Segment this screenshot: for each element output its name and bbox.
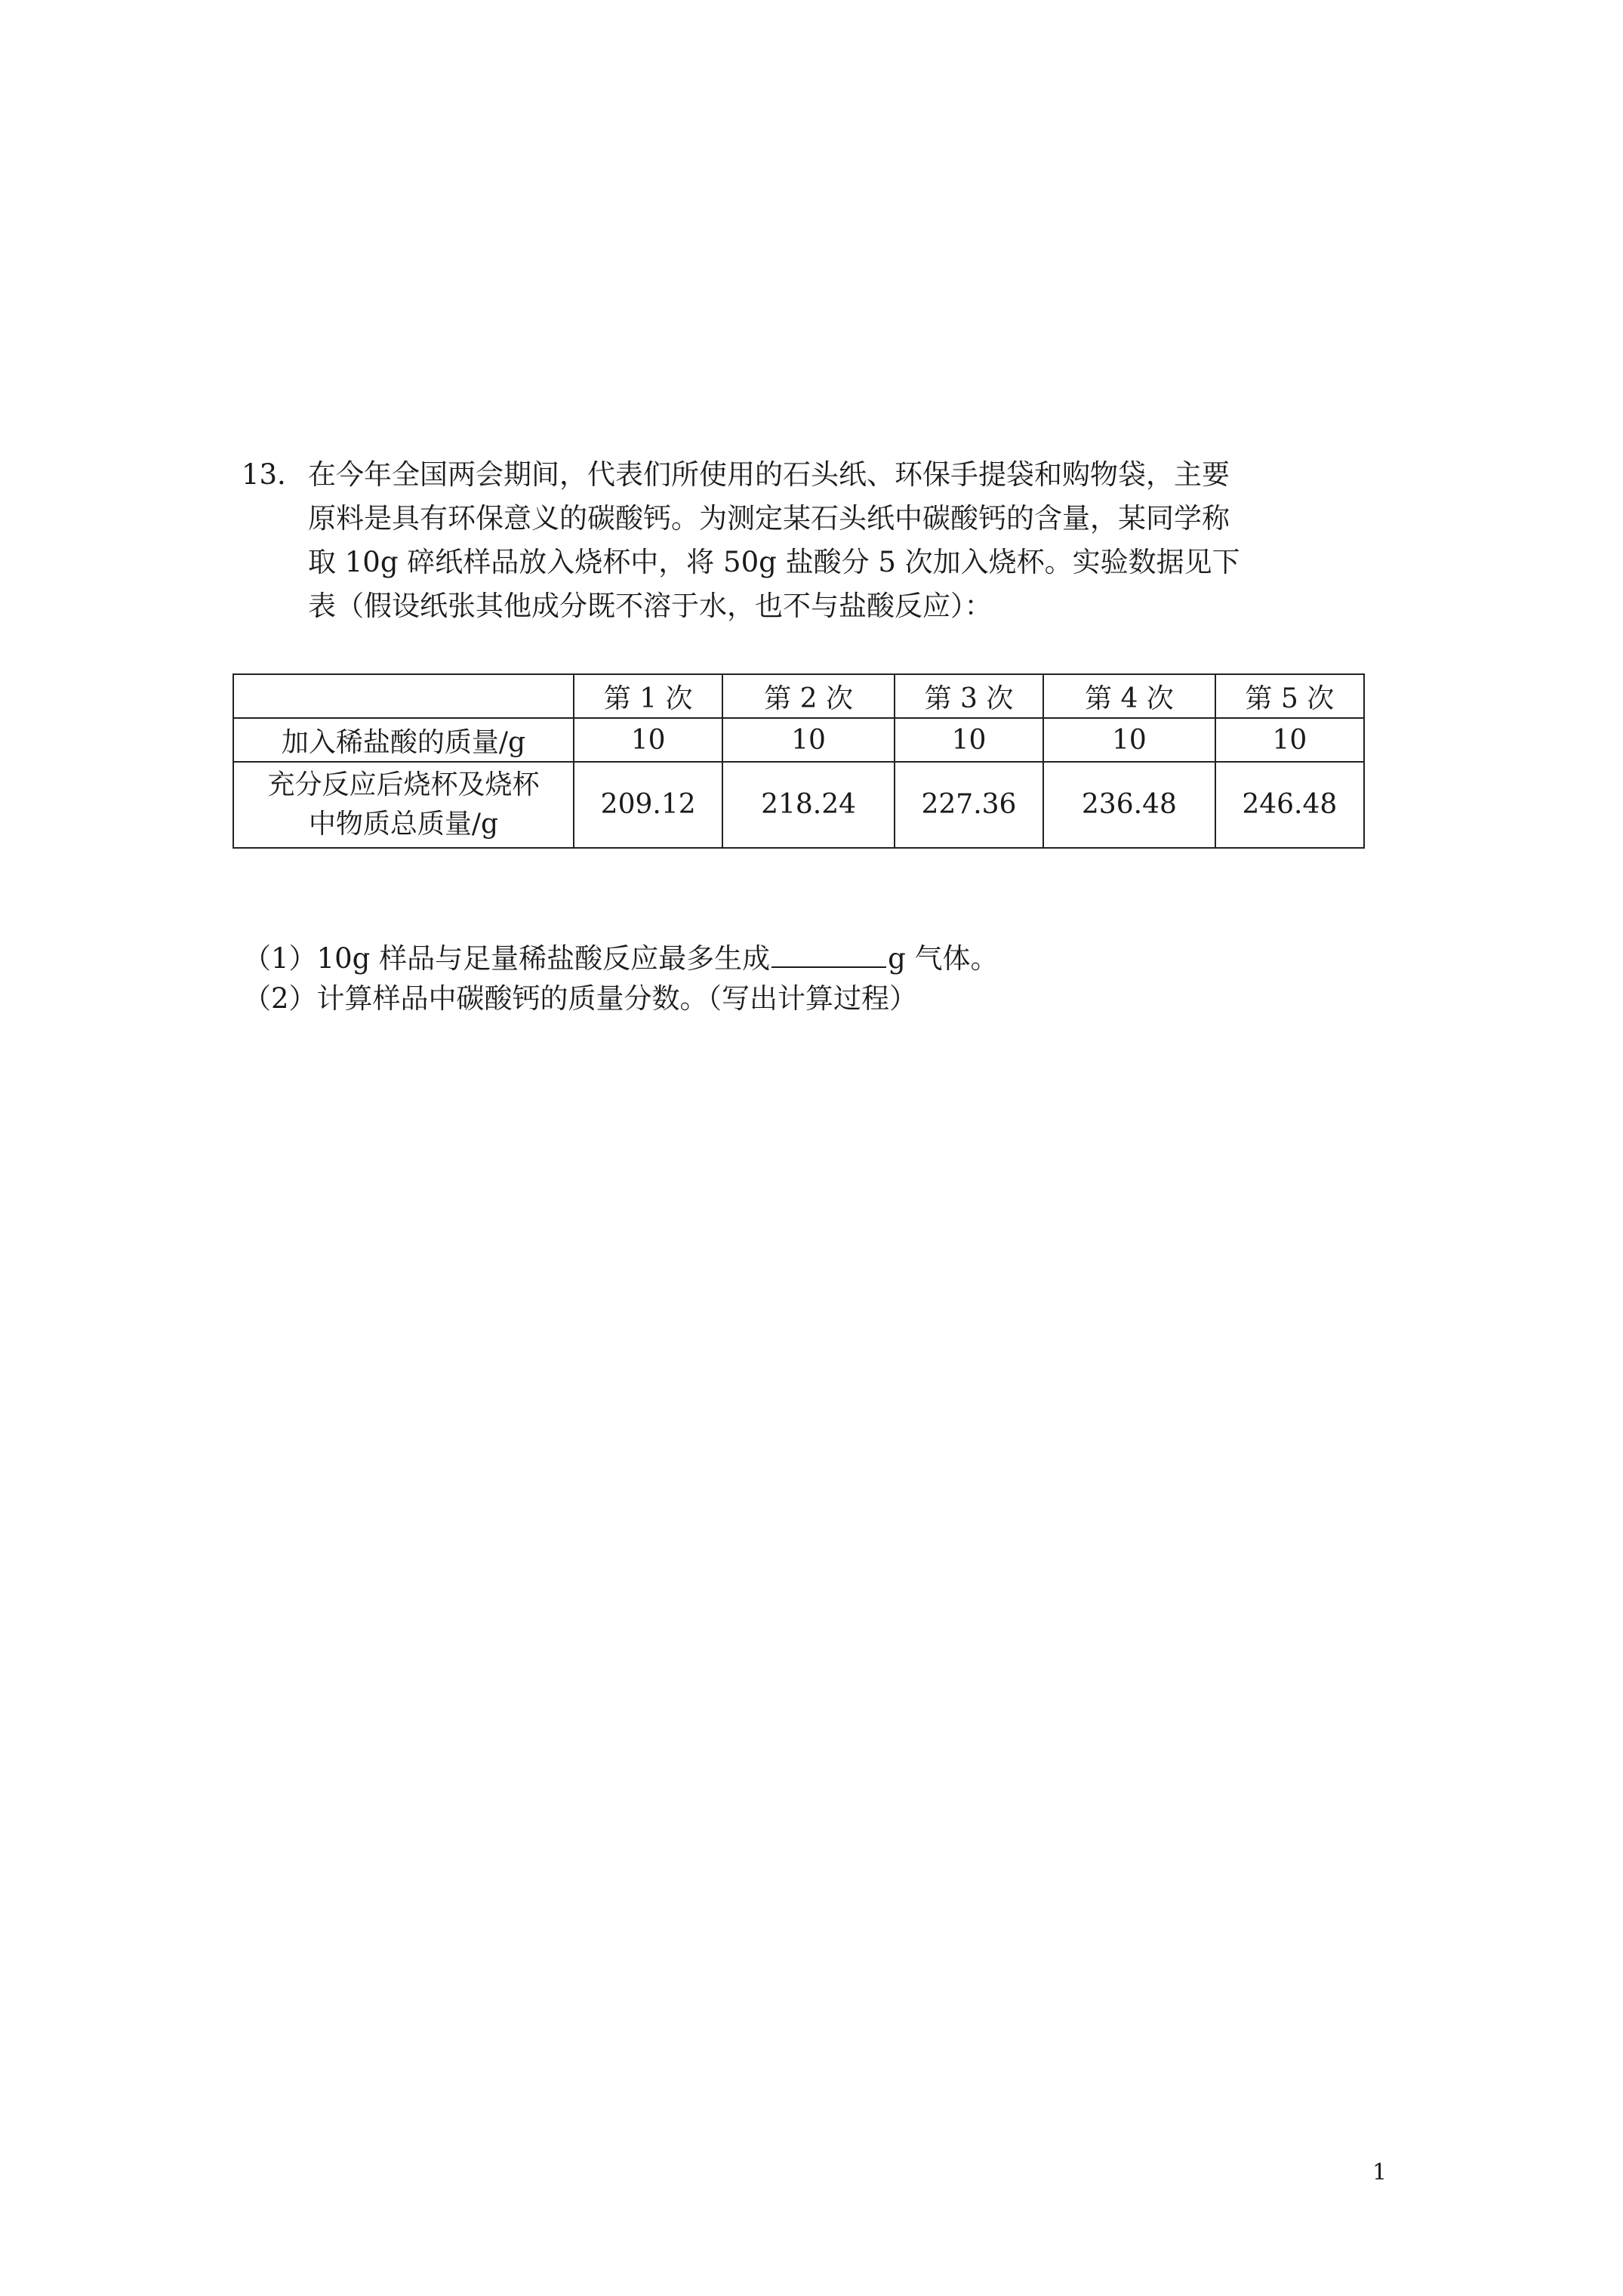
table-header-row <box>233 674 1364 718</box>
table-row-acid-mass <box>233 718 1364 762</box>
table-cell: 209.12 <box>574 762 722 848</box>
row-label-total-mass <box>233 762 574 848</box>
table-cell: 218.24 <box>722 762 895 848</box>
page-number: 1 <box>1372 2159 1387 2186</box>
answer-blank[interactable] <box>771 936 886 968</box>
table-cell: 246.48 <box>1215 762 1364 848</box>
table-header-trial-2: 第 2 次 <box>722 674 895 718</box>
question-text-line-2: 原料是具有环保意义的碳酸钙。为测定某石头纸中碳酸钙的含量，某同学称 <box>308 502 1230 535</box>
table-header-empty <box>233 674 574 718</box>
subquestion-1 <box>243 936 999 979</box>
question-text-line-4: 表（假设纸张其他成分既不溶于水，也不与盐酸反应）： <box>308 590 993 622</box>
row-label-total-mass-line-2: 中物质总质量/g <box>308 809 499 840</box>
table-cell: 10 <box>1043 718 1215 762</box>
experiment-data-table <box>233 673 1365 849</box>
subquestion-2: （2）计算样品中碳酸钙的质量分数。（写出计算过程） <box>243 982 918 1015</box>
table-cell: 236.48 <box>1043 762 1215 848</box>
table-header-trial-5: 第 5 次 <box>1215 674 1364 718</box>
table-cell: 10 <box>895 718 1043 762</box>
table-row-total-mass <box>233 762 1364 848</box>
table-header-trial-4: 第 4 次 <box>1043 674 1215 718</box>
question-text-line-3: 取 10g 碎纸样品放入烧杯中，将 50g 盐酸分 5 次加入烧杯。实验数据见下 <box>308 546 1240 578</box>
subquestion-1-suffix: g 气体。 <box>888 942 999 975</box>
question-line-1 <box>242 453 1313 497</box>
table-cell: 10 <box>722 718 895 762</box>
question-text-line-1: 在今年全国两会期间，代表们所使用的石头纸、环保手提袋和购物袋，主要 <box>308 458 1230 491</box>
table-header-trial-3: 第 3 次 <box>895 674 1043 718</box>
table-cell: 227.36 <box>895 762 1043 848</box>
row-label-total-mass-line-1: 充分反应后烧杯及烧杯 <box>267 769 540 800</box>
table-cell: 10 <box>574 718 722 762</box>
table-cell: 10 <box>1215 718 1364 762</box>
table-header-trial-1: 第 1 次 <box>574 674 722 718</box>
question-number: 13． <box>242 458 306 491</box>
subquestion-1-prefix: （1）10g 样品与足量稀盐酸反应最多生成 <box>243 942 771 975</box>
row-label-acid-mass: 加入稀盐酸的质量/g <box>233 718 574 762</box>
question-13 <box>242 453 1313 628</box>
